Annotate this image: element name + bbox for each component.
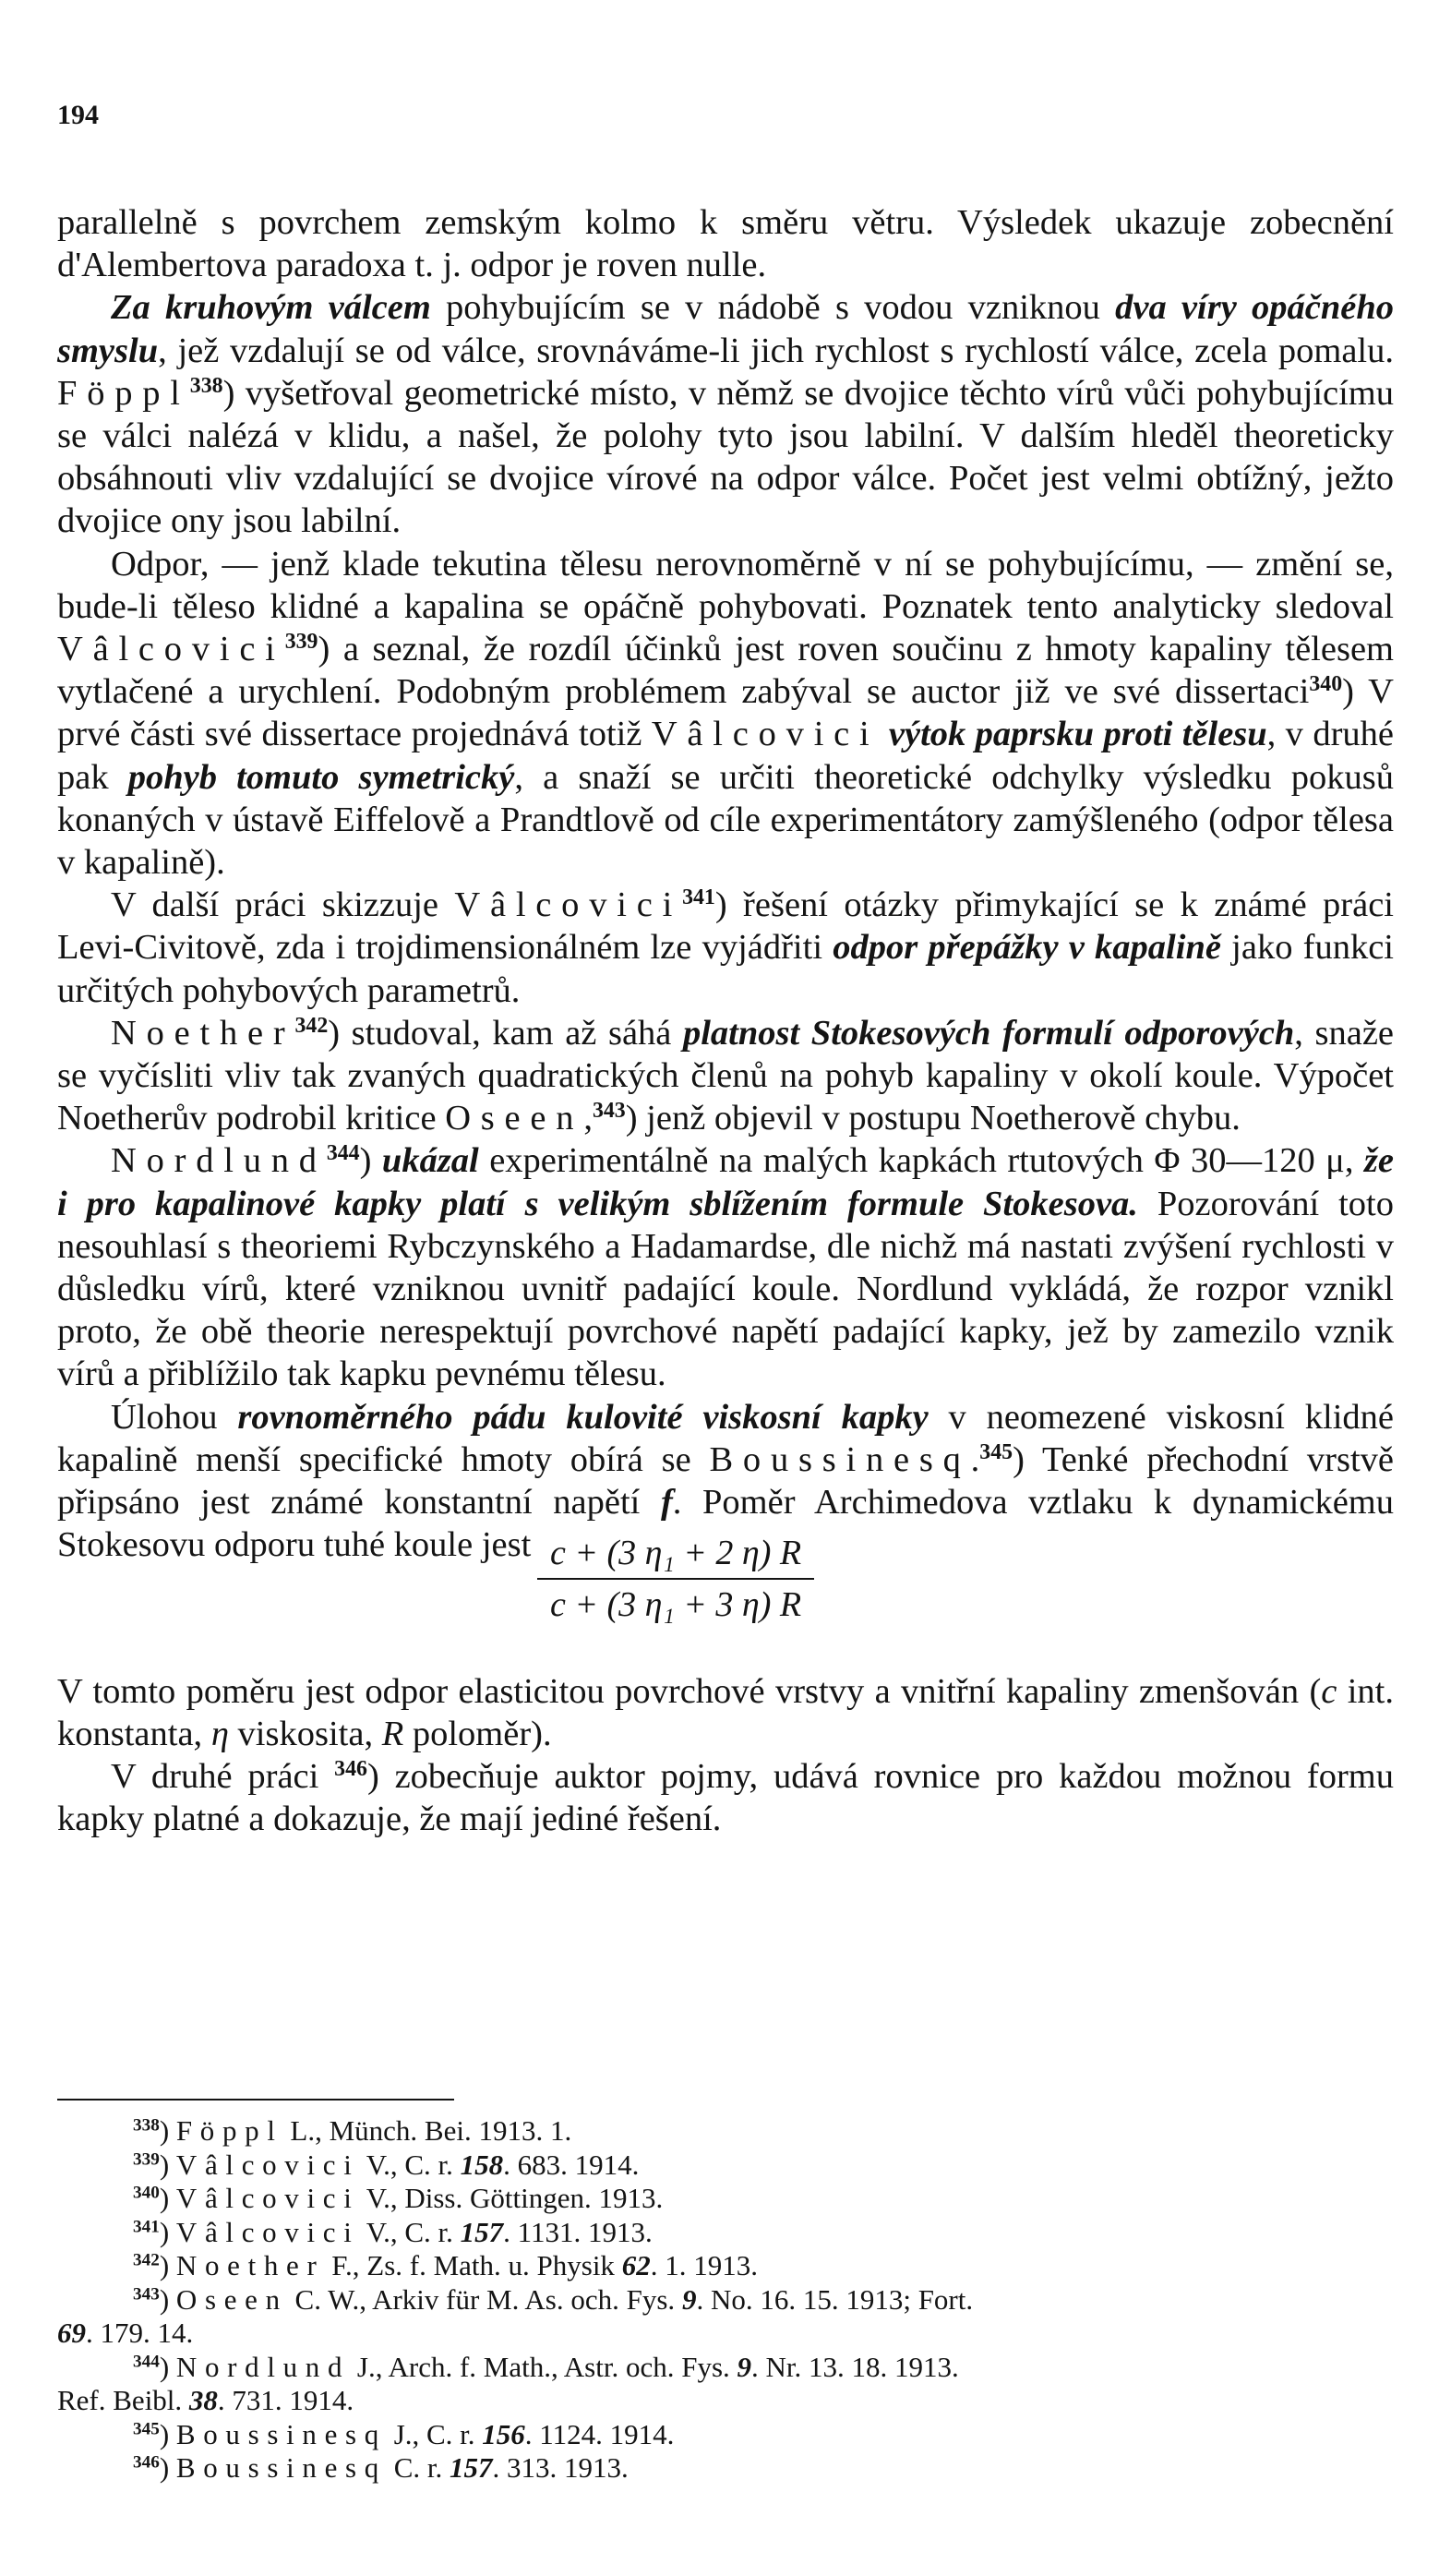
paragraph: Úlohou rovnoměrného pádu kulovité viskosní kapky v neomezené viskosní klidné kapalině menší specifické hmoty obírá se Boussinesq.$^{345}$) Tenké přechodní vrstvě připsáno jest známé konstantní napětí f. Poměr Archimedova vztlaku k dynamickému Stokesovu odporu tuhé koule jest xyxy=(57,1397,1394,1565)
footnotes xyxy=(57,2114,1394,2486)
footnote: $^{345}$) Boussinesq J., C. r. 156. 1124. 1914. xyxy=(133,2417,675,2450)
paragraph: V další práci skizzuje Vâlcovici$^{341}$) řešení otázky přimykající se k známé práci Levi-Civitově, zda i trojdimensionálném lze vyjádřiti odpor přepážky v kapalině jako funkci určitých pohybových parametrů. xyxy=(57,885,1395,1010)
paragraph: Noether$^{342}$) studoval, kam až sáhá platnost Stokesových formulí odporových, snaže se vyčísliti vliv tak zvaných quadratických členů na pohyb kapaliny v okolí koule. Výpočet Noetherův podrobil kritice Oseen,$^{343}$) jenž objevil v postupu Noetherově chybu. xyxy=(57,1013,1395,1138)
footnote-continuation: 69. 179. 14. xyxy=(57,2317,194,2349)
footnote: $^{340}$) Vâlcovici V., Diss. Göttingen. 1913. xyxy=(133,2182,664,2214)
page-number: 194 xyxy=(57,100,99,130)
footnote-continuation: Ref. Beibl. 38. 731. 1914. xyxy=(57,2384,354,2416)
paragraph: Za kruhovým válcem pohybujícím se v nádobě s vodou vzniknou dva víry opáčného smyslu, jež vzdalují se od válce, srovnáváme-li jich rychlost s rychlostí válce, zcela pomalu. Föppl$^{338}$) vyšetřoval geometrické místo, v němž se dvojice těchto vírů vůči pohybujícímu se válci nalézá v klidu, a našel, že polohy tyto jsou labilní. V dalším hleděl theoreticky obsáhnouti vliv vzdalující se dvojice vírové na odpor válce. Počet jest velmi obtížný, ježto dvojice ony jsou labilní. xyxy=(57,288,1394,541)
footnote: $^{342}$) Noether F., Zs. f. Math. u. Physik 62. 1. 1913. xyxy=(133,2249,758,2281)
footnote: $^{343}$) Oseen C. W., Arkiv für M. As. och. Fys. 9. No. 16. 15. 1913; Fort. xyxy=(133,2282,974,2316)
footnote: $^{341}$) Vâlcovici V., C. r. 157. 1131. 1913. xyxy=(133,2215,653,2248)
formula-numerator: c + (3 η₁ + 2 η) R xyxy=(537,1530,814,1580)
footnote: $^{339}$) Vâlcovici V., C. r. 158. 683. 1914. xyxy=(133,2148,640,2181)
paragraph: V tomto poměru jest odpor elasticitou povrchové vrstvy a vnitřní kapaliny zmenšován (c int. konstanta, η viskosita, R poloměr). xyxy=(57,1671,1394,1753)
paragraph: Odpor, — jenž klade tekutina tělesu nerovnoměrně v ní se pohybujícímu, — změní se, bude-li těleso klidné a kapalina se opáčně pohybovati. Poznatek tento analyticky sledoval Vâlcovici$^{339}$) a seznal, že rozdíl účinků jest roven součinu z hmoty kapaliny tělesem vytlačené a urychlení. Podobným problémem zabýval se auctor již ve své dissertaci$^{340}$) V prvé části své dissertace projednává totiž Vâlcovici výtok paprsku proti tělesu, v druhé pak pohyb tomuto symetrický, a snaží se určiti theoretické odchylky výsledku pokusů konaných v ústavě Eiffelově a Prandtlově od cíle experimentátory zamýšleného (odpor tělesa v kapalině). xyxy=(57,544,1395,883)
footnote: $^{344}$) Nordlund J., Arch. f. Math., Astr. och. Fys. 9. Nr. 13. 18. 1913. xyxy=(133,2350,959,2383)
paragraph: V druhé práci $^{346}$) zobecňuje auktor pojmy, udává rovnice pro každou možnou formu kapky platné a dokazuje, že mají jediné řešení. xyxy=(57,1756,1394,1839)
body-text xyxy=(57,201,1394,1840)
footnote-rule xyxy=(57,2099,454,2101)
footnote: $^{346}$) Boussinesq C. r. 157. 313. 1913. xyxy=(133,2451,629,2484)
formula xyxy=(57,1533,1394,1670)
paragraph: parallelně s povrchem zemským kolmo k směru větru. Výsledek ukazuje zobecnění d'Alembertova paradoxa t. j. odpor je roven nulle. xyxy=(57,203,1394,285)
footnote: $^{338}$) Föppl L., Münch. Bei. 1913. 1. xyxy=(133,2114,572,2147)
formula-denominator: c + (3 η₁ + 3 η) R xyxy=(550,1584,802,1624)
paragraph: Nordlund$^{344}$) ukázal experimentálně na malých kapkách rtutových Φ 30—120 μ, že i pro kapalinové kapky platí s velikým sblížením formule Stokesova. Pozorování toto nesouhlasí s theoriemi Rybczynského a Hadamardse, dle nichž má nastati zvýšení rychlosti v důsledku vírů, které vzniknou uvnitř padající koule. Nordlund vykládá, že rozpor vznikl proto, že obě theorie nerespektují povrchové napětí padající kapky, jež by zamezilo vznik vírů a přiblížilo tak kapku pevnému tělesu. xyxy=(57,1141,1395,1394)
